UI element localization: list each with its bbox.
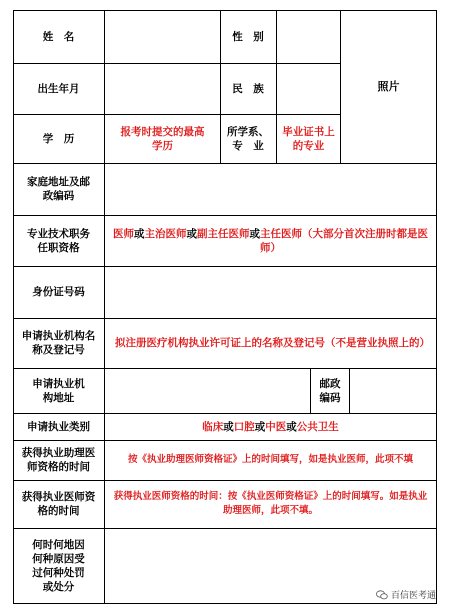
address-field[interactable]: [105, 163, 436, 215]
postcode-label: 邮政编码: [319, 377, 341, 404]
text-part: 或: [186, 227, 197, 240]
ethnic-field[interactable]: [277, 63, 340, 114]
postcode-field[interactable]: [350, 368, 436, 413]
assistant-value[interactable]: 按《执业助理医师资格证》上的时间填写，如是执业医师，此项不填: [127, 454, 413, 465]
physician-label: 获得执业医师资格的时间: [21, 491, 96, 517]
photo-box[interactable]: 照片: [377, 79, 400, 93]
institution-value[interactable]: 拟注册医疗机构执业许可证上的名称及登记号（不是营业执照上的）: [115, 337, 430, 349]
footer-watermark: [376, 588, 436, 601]
footer-text: 百信医考通: [390, 591, 436, 601]
education-label: 学 历: [42, 132, 75, 145]
physician-value[interactable]: 获得执业医师资格的时间：按《执业医师资格证》上的时间填写。如是执业助理医师，此项不填。: [113, 491, 428, 516]
title-value[interactable]: [105, 215, 436, 266]
text-part: 临床: [202, 420, 224, 433]
inst-address-label: 申请执业机构地址: [32, 377, 85, 404]
id-label: 身份证号码: [32, 286, 85, 298]
gender-label: 性 别: [232, 30, 264, 43]
registration-form: [13, 10, 437, 604]
name-label: 姓 名: [42, 30, 75, 43]
text-part: 或: [223, 420, 234, 433]
wechat-icon: [376, 590, 388, 600]
text-part: 主治医师: [144, 227, 187, 240]
name-field[interactable]: [105, 10, 220, 63]
text-part: 主任医师（大部分首次注册时都是医师）: [260, 227, 428, 254]
address-label: 家庭地址及邮政编码: [27, 176, 90, 202]
text-part: 公共卫生: [296, 420, 339, 433]
education-value[interactable]: 报考时提交的最高学历: [120, 125, 205, 152]
text-part: 口腔: [233, 420, 255, 433]
text-part: 或: [249, 227, 260, 240]
id-field[interactable]: [105, 266, 436, 318]
text-part: 或: [134, 227, 145, 240]
practice-type-value[interactable]: [105, 413, 436, 440]
birth-field[interactable]: [105, 63, 220, 114]
major-value[interactable]: 毕业证书上的专业: [282, 125, 335, 152]
text-part: 中医: [265, 420, 287, 433]
birth-label: 出生年月: [37, 82, 80, 95]
text-part: 或: [286, 420, 297, 433]
text-part: 或: [254, 420, 266, 433]
inst-address-field[interactable]: [105, 368, 310, 413]
text-part: 医师: [113, 227, 134, 240]
institution-label: 申请执业机构名称及登记号: [21, 330, 96, 356]
title-label: 专业技术职务任职资格: [27, 227, 90, 254]
penalty-label: 何时何地因何种原因受过何种处罚或处分: [32, 538, 85, 593]
ethnic-label: 民 族: [232, 82, 264, 95]
assistant-label: 获得执业助理医师资格的时间: [21, 447, 96, 473]
major-label: 所学系、专 业: [227, 125, 269, 152]
text-part: 副主任医师: [197, 227, 250, 240]
gender-field[interactable]: [277, 10, 340, 63]
practice-type-label: 申请执业类别: [27, 420, 90, 433]
